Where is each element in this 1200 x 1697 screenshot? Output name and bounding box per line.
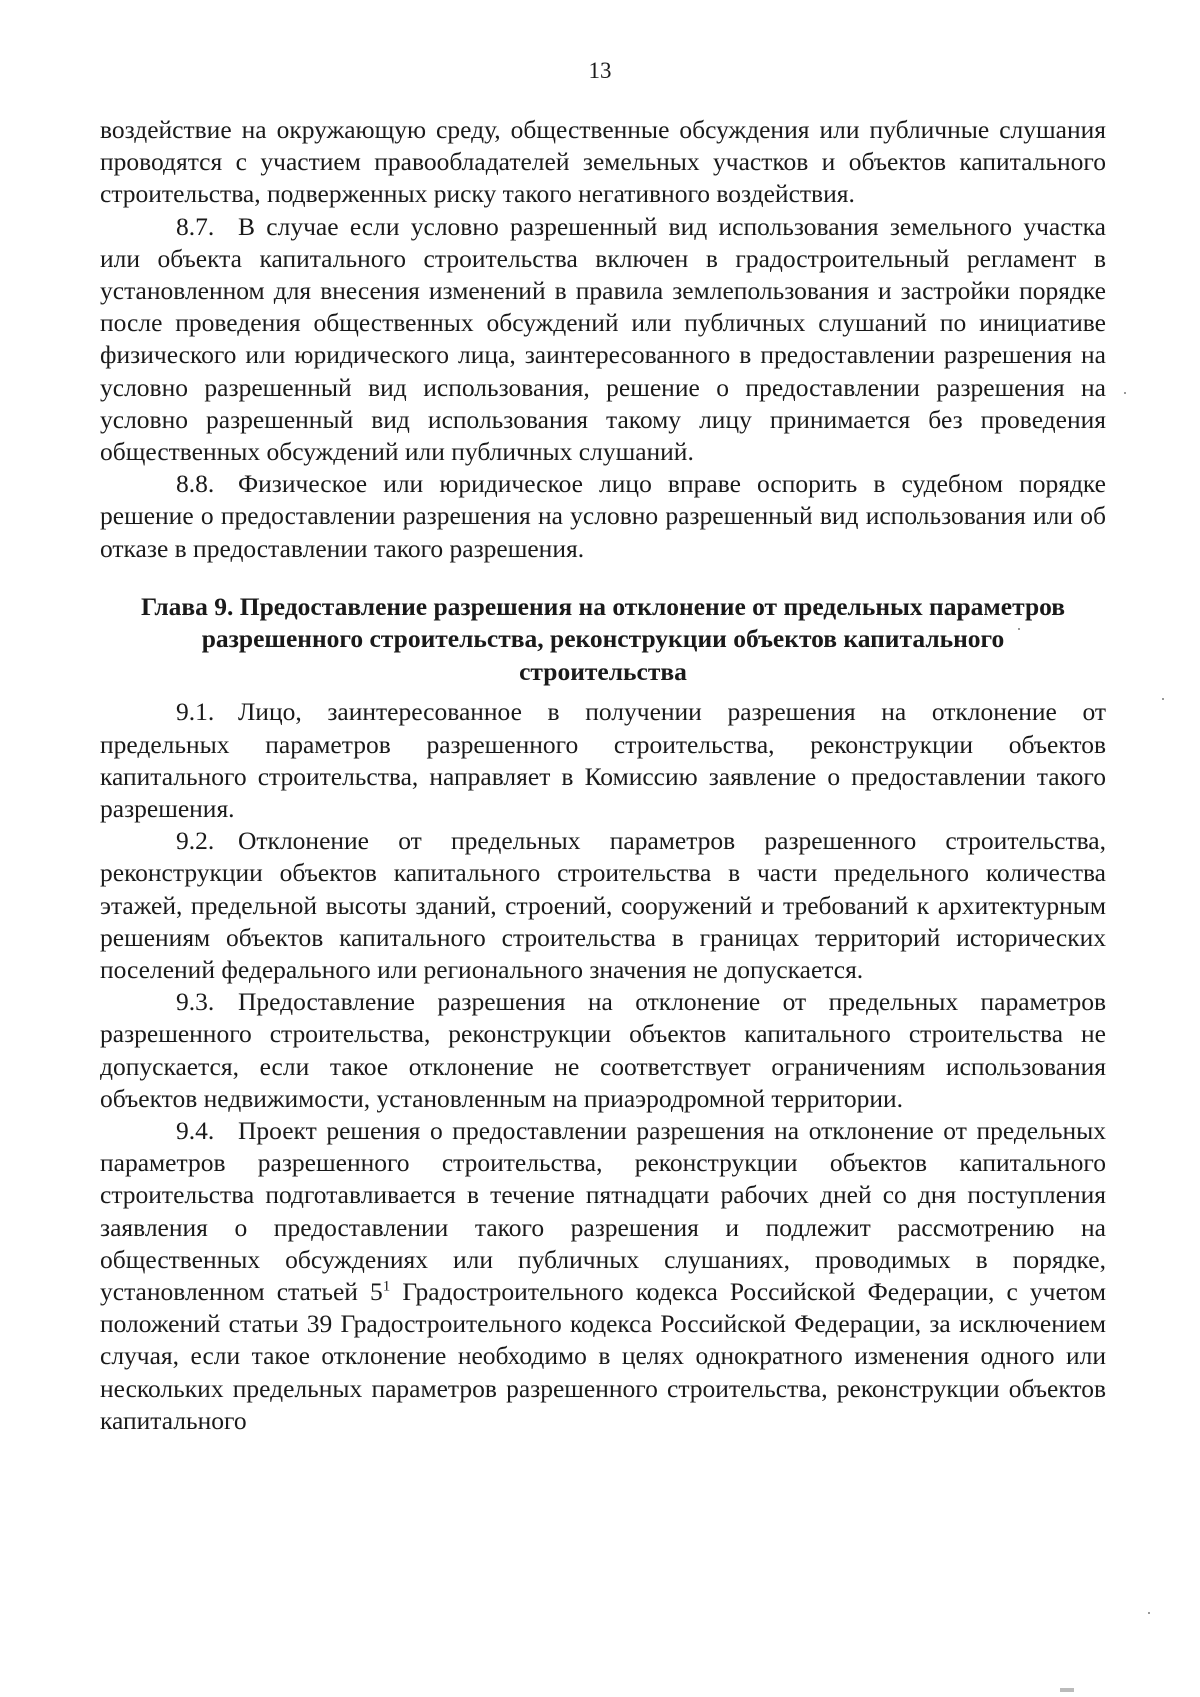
clause-text: Отклонение от предельных параметров разрешенного строительства, реконструкции объектов капитального строительства в части предельного количества этажей, предельной высоты зданий, строений, сооружений и требований к архитектурным решениям объектов капитального строительства в границах территорий исторических поселений федерального или регионального значения не допускается. <box>100 826 1106 984</box>
clause-number: 8.8. <box>176 469 215 499</box>
clause-9-2 <box>100 825 1106 986</box>
clause-text: Лицо, заинтересованное в получении разрешения на отклонение от предельных параметров разрешенного строительства, реконструкции объектов капитального строительства, направляет в Комиссию заявление о предоставлении такого разрешения. <box>100 697 1106 823</box>
clause-number: 9.4. <box>176 1115 215 1145</box>
scan-speck <box>1148 1612 1150 1614</box>
clause-9-4 <box>100 1115 1106 1437</box>
superscript: 1 <box>382 1278 391 1295</box>
clause-text-continued: Градостроительного кодекса Российской Федерации, с учетом положений статьи 39 Градостроительного кодекса Российской Федерации, за исключением случая, если такое отклонение необходимо в целях однократного изменения одного или нескольких предельных параметров разрешенного строительства, реконструкции объектов капитального <box>100 1277 1106 1435</box>
scan-speck <box>1060 1688 1074 1692</box>
clause-number: 8.7. <box>176 211 215 241</box>
chapter-heading: Глава 9. Предоставление разрешения на отклонение от предельных параметров разрешенного строительства, реконструкции объектов капитального строительства <box>140 591 1066 686</box>
scan-speck <box>1124 392 1126 394</box>
clause-text: Проект решения о предоставлении разрешения на отклонение от предельных параметров разрешенного строительства, реконструкции объектов капитального строительства подготавливается в течение пятнадцати рабочих дней со дня поступления заявления о предоставлении такого разрешения и подлежит рассмотрению на общественных обсуждениях или публичных слушаниях, проводимых в порядке, установленном статьей 5 <box>100 1115 1106 1306</box>
clause-text: В случае если условно разрешенный вид использования земельного участка или объекта капитального строительства включен в градостроительный регламент в установленном для внесения изменений в правила землепользования и застройки порядке после проведения общественных обсуждений или публичных слушаний по инициативе физического или юридического лица, заинтересованного в предоставлении разрешения на условно разрешенный вид использования, решение о предоставлении разрешения на условно разрешенный вид использования такому лицу принимается без проведения общественных обсуждений или публичных слушаний. <box>100 211 1106 467</box>
clause-8-8 <box>100 468 1106 565</box>
clause-number: 9.2. <box>176 826 215 856</box>
clause-9-1 <box>100 696 1106 825</box>
scan-speck <box>1162 698 1164 700</box>
scan-speck <box>1018 628 1020 630</box>
document-body <box>100 114 1106 1437</box>
clause-text: Предоставление разрешения на отклонение от предельных параметров разрешенного строительства, реконструкции объектов капитального строительства не допускается, если такое отклонение не соответствует ограничениям использования объектов недвижимости, установленным на приаэродромной территории. <box>100 987 1106 1113</box>
clause-number: 9.3. <box>176 987 215 1017</box>
clause-number: 9.1. <box>176 697 215 727</box>
page-number: 13 <box>588 58 612 83</box>
clause-8-7 <box>100 211 1106 469</box>
clause-text: Физическое или юридическое лицо вправе оспорить в судебном порядке решение о предоставлении разрешения на условно разрешенный вид использования или об отказе в предоставлении такого разрешения. <box>100 469 1106 563</box>
clause-9-3 <box>100 986 1106 1115</box>
paragraph-continuation: воздействие на окружающую среду, общественные обсуждения или публичные слушания проводятся с участием правообладателей земельных участков и объектов капитального строительства, подверженных риску такого негативного воздействия. <box>100 115 1106 209</box>
